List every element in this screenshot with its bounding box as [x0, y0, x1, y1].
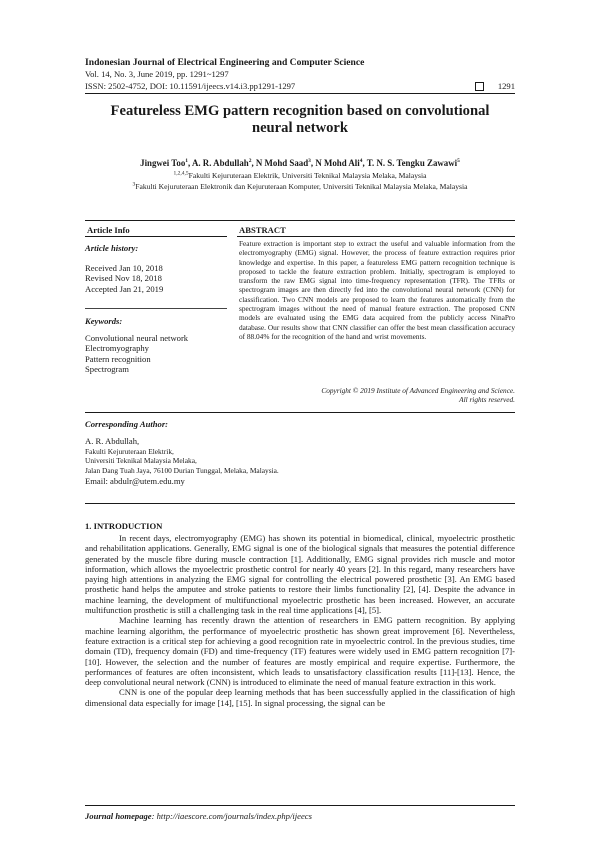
info-bottom-rule — [85, 412, 515, 413]
author-name: , N Mohd Saad — [251, 158, 309, 168]
abstract-heading: ABSTRACT — [239, 225, 286, 235]
corresponding-address-2: Universiti Teknikal Malaysia Melaka, — [85, 456, 197, 466]
affiliation-text: Fakulti Kejuruteraan Elektrik, Universiti Teknikal Malaysia Melaka, Malaysia — [188, 171, 427, 180]
corresponding-bottom-rule — [85, 503, 515, 504]
corresponding-address-1: Fakulti Kejuruteraan Elektrik, — [85, 446, 174, 456]
homepage-url: : http://iaescore.com/journals/index.php/ijeecs — [151, 811, 312, 821]
volume-line: Vol. 14, No. 3, June 2019, pp. 1291~1297 — [85, 69, 229, 79]
keyword-item: Pattern recognition — [85, 353, 151, 364]
accepted-date: Accepted Jan 21, 2019 — [85, 283, 164, 294]
abstract-body — [239, 239, 515, 341]
header-right — [475, 81, 515, 91]
affiliation-1 — [85, 171, 515, 180]
article-info-heading: Article Info — [87, 225, 130, 235]
author-sup: 4 — [359, 158, 363, 165]
paragraph: In recent days, electromyography (EMG) has shown its potential in biomedical, clinical, myoelectric prosthetic and rehabilitation applications. Generally, EMG signal is one of the biological signals that measures the potential difference generated by the muscle fibre during muscle contraction [1]. Additionally, EMG signal provides rich muscle and motor information, which allows the myoelectric prosthetic control for nearly 40 years [2]. In this regard, many researchers have paying high attentions in analyzing the EMG signal for controlling the electrical powered prosthetic [3]. An EMG based prosthetic hand helps the amputee and stroke patients to restore their limbs functionality [2], [4]. Despite the advance in machine learning, the development of multifunctional myoelectric prosthetic has been increased. However, an accurate multifunction prosthetic is still a challenging task in the real time applications [4], [5]. — [85, 533, 515, 616]
affiliation-sup: 1,2,4,5 — [173, 170, 189, 177]
corresponding-author — [85, 436, 385, 486]
author-name: , N Mohd Ali — [310, 158, 360, 168]
affiliation-text: Fakulti Kejuruteraan Elektronik dan Kejuruteraan Komputer, Universiti Teknikal Malaysia Melaka, Malaysia — [135, 182, 468, 191]
copyright-line-1: Copyright © 2019 Institute of Advanced Engineering and Science. — [321, 386, 515, 395]
keyword-item: Spectrogram — [85, 363, 129, 374]
author-sup: 1 — [185, 158, 189, 165]
received-date: Received Jan 10, 2018 — [85, 263, 163, 273]
abstract-text: Feature extraction is important step to extract the useful and valuable information from the electromyography (EMG) signal. However, the process of feature extraction requires prior knowledge and expertise. In this paper, a featureless EMG pattern recognition technique is proposed to tackle the feature extraction problem. Initially, spectrogram is employed to transform the raw EMG signal into time-frequency representation (TFR). The TFRs or spectrogram images are then directly fed into the convolutional neural network (CNN) for classification. Two CNN models are proposed to learn the features automatically from the spectrogram images without the need of manual feature extraction. The proposed CNN models are evaluated using the EMG data acquired from the publicly access NinaPro database. Our results show that CNN classifier can offer the best mean classification accuracy of 88.04% for the recognition of the hand and wrist movements. — [239, 239, 515, 341]
page-number: 1291 — [497, 81, 515, 91]
info-heading-rule — [85, 236, 227, 237]
paragraph: CNN is one of the popular deep learning methods that has been successfully applied in the classification of high dimensional data especially for image [14], [15]. In signal processing, the signal can be — [85, 687, 515, 708]
header-rule — [85, 93, 515, 94]
affiliation-sup: 3 — [132, 181, 136, 188]
section-heading: 1. INTRODUCTION — [85, 521, 163, 531]
homepage-label: Journal homepage — [85, 811, 152, 821]
author-list — [85, 158, 515, 168]
info-top-rule — [85, 220, 515, 221]
title-line-2: neural network — [251, 120, 349, 136]
keyword-item: Electromyography — [85, 343, 149, 354]
corresponding-address-3: Jalan Dang Tuah Jaya, 76100 Durian Tunggal, Melaka, Malaysia. — [85, 466, 279, 476]
paragraph: Machine learning has recently drawn the attention of researchers in EMG pattern recognition. By applying machine learning algorithm, the performance of myoelectric prosthetic has shown great improvement [6]. Nevertheless, feature extraction is a critical step for achieving a good recognition rate in myoelectric control. In the previous studies, time domain (TD), frequency domain (FD) and time-frequency (TF) features were widely used in EMG pattern recognition [7]-[10]. However, the selection and the number of features are mostly empirical and require expertise. Furthermore, the performances of features are often inconsistent, which leads to unsatisfactory classification results [11]-[13]. Hence, the deep convolutional neural network (CNN) is introduced to eliminate the need of manual feature extraction in this work. — [85, 615, 515, 688]
journal-homepage — [85, 811, 312, 821]
square-icon — [475, 82, 484, 91]
keywords-rule — [85, 308, 227, 309]
author-name: , A. R. Abdullah — [188, 158, 249, 168]
affiliation-2 — [85, 182, 515, 191]
footer-rule — [85, 805, 515, 806]
author-name: , T. N. S. Tengku Zawawi — [362, 158, 458, 168]
author-sup: 5 — [457, 158, 460, 165]
author-name: Jingwei Too — [140, 158, 186, 168]
author-sup: 2 — [248, 158, 252, 165]
copyright-line-2: All rights reserved. — [459, 395, 515, 405]
paper-title — [85, 103, 515, 137]
issn-doi: ISSN: 2502-4752, DOI: 10.11591/ijeecs.v14.i3.pp1291-1297 — [85, 81, 296, 91]
section-body — [85, 533, 515, 708]
title-line-1: Featureless EMG pattern recognition based on convolutional — [110, 103, 490, 119]
revised-date: Revised Nov 18, 2018 — [85, 273, 162, 284]
corresponding-email: Email: abdulr@utem.edu.my — [85, 475, 185, 486]
corresponding-heading: Corresponding Author: — [85, 419, 169, 429]
keyword-item: Convolutional neural network — [85, 333, 189, 343]
keywords-list — [85, 333, 188, 374]
copyright-notice — [239, 386, 515, 405]
author-sup: 3 — [308, 158, 311, 165]
article-history-heading: Article history: — [85, 243, 139, 253]
keywords-heading: Keywords: — [85, 316, 123, 326]
corresponding-name: A. R. Abdullah, — [85, 436, 140, 446]
abstract-heading-rule — [237, 236, 515, 237]
issn-line — [85, 81, 515, 91]
journal-name: Indonesian Journal of Electrical Engineering and Computer Science — [85, 57, 365, 68]
article-history — [85, 263, 163, 294]
